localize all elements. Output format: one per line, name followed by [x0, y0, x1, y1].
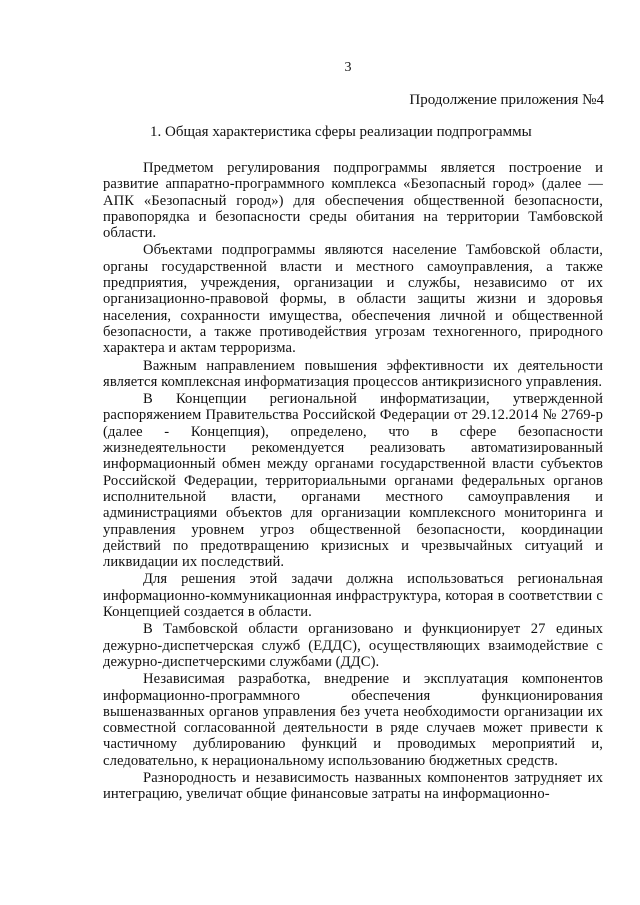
paragraph-concept: В Концепции региональной информатизации, утвержденной распоряжением Правительства Российской Федерации от 29.12.2014 № 2769-р (далее - Концепция), определено, что в сфере безопасности жизнедеятельности рекомендуется реализовать автоматизированный информационный обмен между органами государственной власти субъектов Российской Федерации, территориальными органами федеральных органов исполнительной власти, органами местного самоуправления и администрациями объектов для организации комплексного мониторинга и управления уровнем угроз общественной безопасности, координации действий по предотвращению кризисных и чрезвычайных ситуаций и ликвидации их последствий.	[103, 391, 603, 571]
paragraph-edds: В Тамбовской области организовано и функционирует 27 единых дежурно-диспетчерская служб (ЕДДС), осуществляющих взаимодействие с дежурно-диспетчерскими службами (ДДС).	[103, 621, 603, 670]
paragraph-subject: Предметом регулирования подпрограммы является построение и развитие аппаратно-программного комплекса «Безопасный город» (далее — АПК «Безопасный город») для обеспечения общественной безопасности, правопорядка и безопасности среды обитания на территории Тамбовской области.	[103, 160, 603, 242]
paragraph-heterogeneity: Разнородность и независимость названных компонентов затрудняет их интеграцию, увеличат общие финансовые затраты на информационно-	[103, 769, 603, 803]
body-text	[103, 160, 603, 803]
page-number: 3	[344, 60, 352, 75]
paragraph-objects: Объектами подпрограммы являются население Тамбовской области, органы государственной власти и местного самоуправления, а также предприятия, учреждения, организации и службы, независимо от их организационно-правовой формы, в области защиты жизни и здоровья населения, сохранности имущества, обеспечения личной и общественной безопасности, а также противодействия угрозам техногенного, природного характера и актам терроризма.	[103, 242, 603, 357]
appendix-note: Продолжение приложения №4	[409, 92, 604, 108]
section-title: 1. Общая характеристика сферы реализации подпрограммы	[150, 124, 532, 140]
paragraph-direction: Важным направлением повышения эффективности их деятельности является комплексная информатизация процессов антикризисного управления.	[103, 357, 603, 390]
paragraph-infrastructure: Для решения этой задачи должна использоваться региональная информационно-коммуникационная инфраструктура, которая в соответствии с Концепцией создается в области.	[103, 571, 603, 621]
paragraph-independent-development: Независимая разработка, внедрение и эксплуатация компонентов информационно-программного обеспечения функционирования вышеназванных органов управления без учета необходимости организации их совместной согласованной деятельности в ряде случаев может привести к частичному дублированию функций и проводимых мероприятий и, следовательно, к нерациональному использованию бюджетных средств.	[103, 671, 603, 769]
